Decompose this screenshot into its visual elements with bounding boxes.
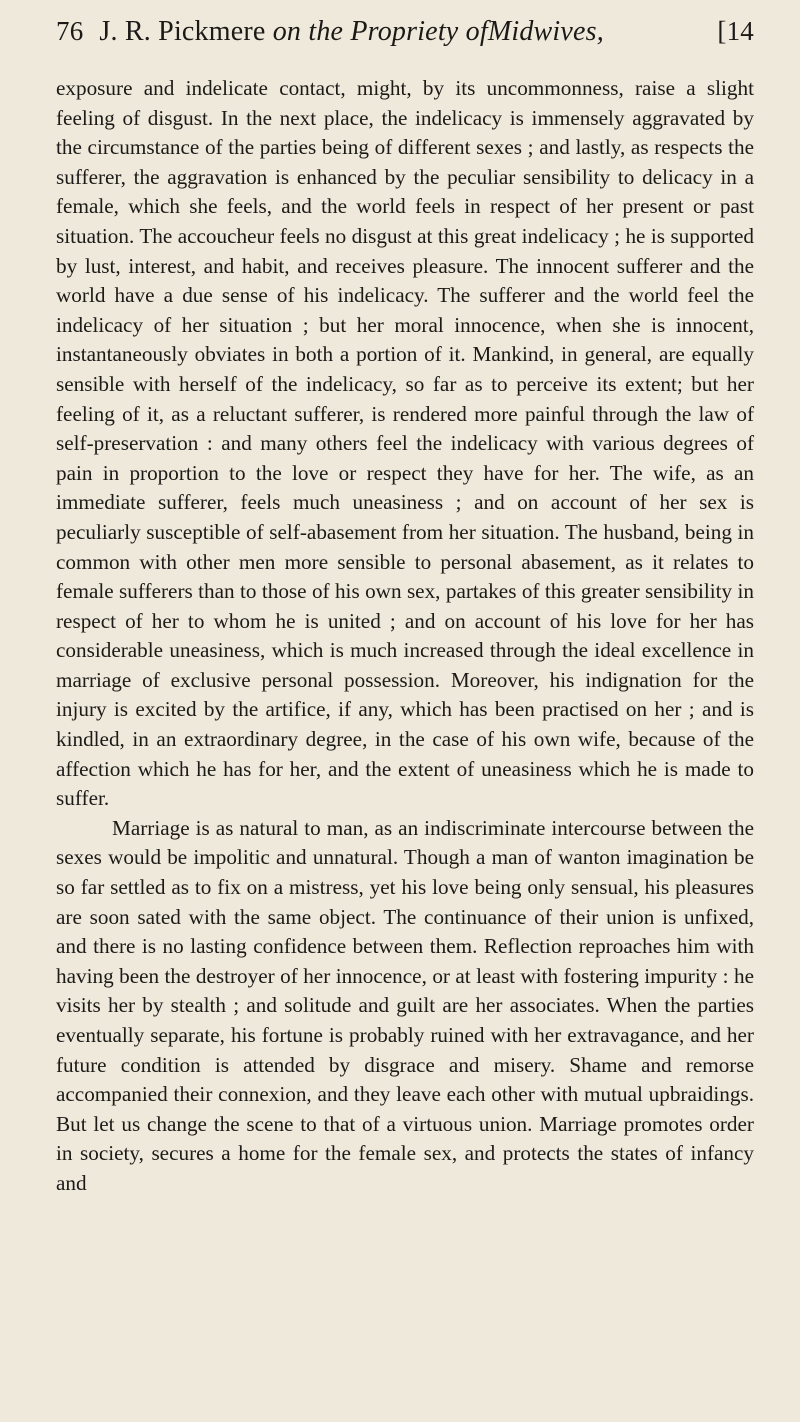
paragraph-continued: exposure and indelicate contact, might, by its uncommonness, raise a slight feeling of disgust. In the next place, the indelicacy is immensely aggravated by the circumstance of the parties being of different sexes ; and lastly, as respects the sufferer, the aggravation is enhanced by the peculiar sensibility to delicacy in a female, which she feels, and the world feels in respect of her present or past situation. The accoucheur feels no disgust at this great indelicacy ; he is supported by lust, interest, and habit, and receives pleasure. The innocent sufferer and the world have a due sense of his indelicacy. The sufferer and the world feel the indelicacy of her situation ; but her moral innocence, when she is innocent, instantaneously obviates in both a portion of it. Mankind, in general, are equally sensible with herself of the indelicacy, so far as to perceive its extent; but her feeling of it, as a reluctant sufferer, is rendered more painful through the law of self-preservation : and many others feel the indelicacy with various degrees of pain in proportion to the love or respect they have for her. The wife, as an immediate sufferer, feels much uneasiness ; and on account of her sex is peculiarly susceptible of self-abasement from her situation. The husband, being in common with other men more sensible to personal abasement, as it relates to female sufferers than to those of his own sex, partakes of this greater sensibility in respect of her to whom he is united ; and on account of his love for her has considerable uneasiness, which is much increased through the ideal excellence in marriage of exclusive personal possession. Moreover, his indignation for the injury is excited by the artifice, if any, which has been practised on her ; and is kindled, in an extraordinary degree, in the case of his own wife, because of the affection which he has for her, and the extent of uneasiness which he is made to suffer. [56,76,754,811]
page-number: 76 [56,16,84,46]
running-title-on: on [272,16,302,47]
running-title [83,16,717,48]
running-head [56,0,754,46]
running-title-main: the Propriety [308,16,459,47]
running-title-of: of [465,16,488,47]
section-mark: [14 [717,16,754,46]
paragraph-marriage: Marriage is as natural to man, as an indiscriminate intercourse between the sexes would be impolitic and unnatural. Though a man of wanton imagination be so far settled as to fix on a mistress, yet his love being only sensual, his pleasures are soon sated with the same object. The continuance of their union is unfixed, and there is no lasting confidence between them. Reflection reproaches him with having been the destroyer of her innocence, or at least with fostering impurity : he visits her by stealth ; and solitude and guilt are her associates. When the parties eventually separate, his fortune is probably ruined with her extravagance, and her future condition is attended by disgrace and misery. Shame and remorse accompanied their connexion, and they leave each other with mutual upbraidings. But let us change the scene to that of a virtuous union. Marriage promotes order in society, secures a home for the female sex, and protects the states of infancy and [56,815,754,1195]
running-title-end: Midwives, [487,16,604,47]
running-title-author: J. R. Pickmere [99,16,266,47]
body-text [56,74,754,1199]
